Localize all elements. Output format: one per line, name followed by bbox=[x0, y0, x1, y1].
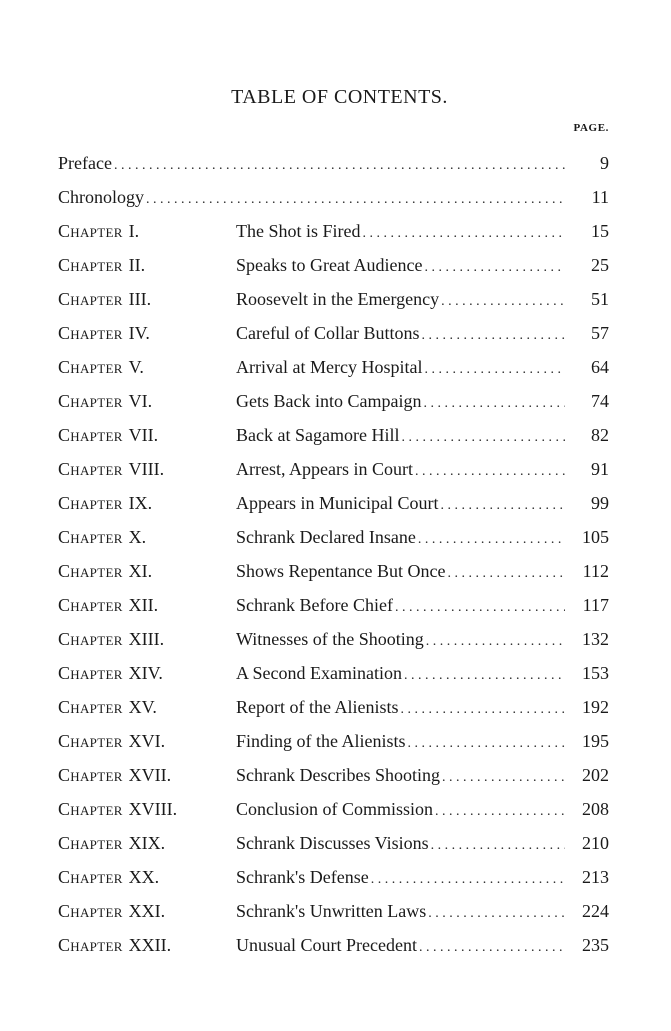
dot-leader bbox=[426, 897, 565, 931]
chapter-label bbox=[58, 418, 236, 452]
chapter-word: Chapter bbox=[58, 799, 123, 819]
chapter-label bbox=[58, 792, 236, 826]
chapter-title: Arrest, Appears in Court bbox=[236, 459, 413, 479]
chapter-page-number: 224 bbox=[582, 901, 609, 921]
chapter-list bbox=[58, 214, 609, 962]
chapter-label bbox=[58, 452, 236, 486]
dot-leader bbox=[406, 727, 565, 761]
chapter-number: IV. bbox=[128, 323, 150, 343]
chapter-word: Chapter bbox=[58, 323, 123, 343]
chapter-entry bbox=[58, 248, 609, 282]
chapter-title-group bbox=[236, 452, 565, 489]
chapter-entry bbox=[58, 282, 609, 316]
chapter-label bbox=[58, 486, 236, 520]
chapter-page-number: 112 bbox=[582, 561, 609, 581]
chapter-entry bbox=[58, 554, 609, 588]
chapter-number: XV. bbox=[128, 697, 157, 717]
chapter-entry bbox=[58, 418, 609, 452]
dot-leader bbox=[417, 931, 565, 965]
dot-leader bbox=[393, 591, 565, 625]
chapter-number: XVIII. bbox=[128, 799, 178, 819]
chapter-entry bbox=[58, 214, 609, 248]
chapter-word: Chapter bbox=[58, 765, 123, 785]
chapter-label bbox=[58, 384, 236, 418]
chapter-title: Schrank Before Chief bbox=[236, 595, 393, 615]
chapter-entry bbox=[58, 656, 609, 690]
page-title: TABLE OF CONTENTS. bbox=[231, 86, 448, 108]
chapter-title-group bbox=[236, 656, 565, 693]
chapter-word: Chapter bbox=[58, 255, 123, 275]
chapter-page-number: 213 bbox=[582, 867, 609, 887]
chapter-title: Speaks to Great Audience bbox=[236, 255, 423, 275]
chapter-title: Unusual Court Precedent bbox=[236, 935, 417, 955]
chapter-title: Conclusion of Commission bbox=[236, 799, 434, 819]
chapter-page-number: 51 bbox=[591, 289, 609, 309]
chapter-entry bbox=[58, 826, 609, 860]
chapter-entry bbox=[58, 350, 609, 384]
dot-leader bbox=[419, 319, 565, 353]
chapter-number: II. bbox=[128, 255, 146, 275]
chapter-title-group bbox=[236, 248, 565, 285]
chapter-title-group bbox=[236, 860, 565, 897]
chapter-page-number: 105 bbox=[582, 527, 609, 547]
chapter-entry bbox=[58, 860, 609, 894]
chapter-number: XX. bbox=[128, 867, 160, 887]
chapter-title-group bbox=[236, 520, 565, 557]
chapter-word: Chapter bbox=[58, 663, 123, 683]
dot-leader bbox=[361, 217, 566, 251]
chapter-title-group bbox=[236, 384, 565, 421]
chapter-number: XXII. bbox=[128, 935, 172, 955]
chapter-label bbox=[58, 656, 236, 690]
chapter-number: VI. bbox=[128, 391, 153, 411]
chapter-word: Chapter bbox=[58, 867, 123, 887]
chapter-label bbox=[58, 758, 236, 792]
chapter-page-number: 82 bbox=[591, 425, 609, 445]
chapter-number: XXI. bbox=[128, 901, 166, 921]
chapter-word: Chapter bbox=[58, 357, 123, 377]
chapter-word: Chapter bbox=[58, 935, 123, 955]
chapter-number: XVI. bbox=[128, 731, 166, 751]
chapter-entry bbox=[58, 724, 609, 758]
chapter-word: Chapter bbox=[58, 561, 123, 581]
chapter-title: Schrank Declared Insane bbox=[236, 527, 416, 547]
chapter-title: The Shot is Fired bbox=[236, 221, 361, 241]
chapter-page-number: 195 bbox=[582, 731, 609, 751]
chapter-label bbox=[58, 588, 236, 622]
dot-leader bbox=[439, 285, 565, 319]
chapter-number: VIII. bbox=[128, 459, 165, 479]
dot-leader bbox=[438, 489, 565, 523]
dot-leader bbox=[416, 523, 565, 557]
chapter-number: III. bbox=[128, 289, 152, 309]
chapter-title-group bbox=[236, 486, 565, 523]
chapter-word: Chapter bbox=[58, 629, 123, 649]
dot-leader bbox=[440, 761, 565, 795]
dot-leader bbox=[421, 387, 565, 421]
chapter-entry bbox=[58, 486, 609, 520]
chapter-title-group bbox=[236, 418, 565, 455]
chapter-entry bbox=[58, 622, 609, 656]
chapter-title: Witnesses of the Shooting bbox=[236, 629, 424, 649]
chapter-number: VII. bbox=[128, 425, 159, 445]
chapter-title-group bbox=[236, 622, 565, 659]
toc-entry-title: Preface bbox=[58, 153, 112, 173]
table-of-contents bbox=[58, 146, 609, 962]
chapter-page-number: 15 bbox=[591, 221, 609, 241]
chapter-word: Chapter bbox=[58, 493, 123, 513]
chapter-label bbox=[58, 214, 236, 248]
dot-leader bbox=[399, 421, 565, 455]
front-matter-list bbox=[58, 146, 609, 214]
chapter-label bbox=[58, 690, 236, 724]
chapter-entry bbox=[58, 928, 609, 962]
chapter-word: Chapter bbox=[58, 527, 123, 547]
chapter-title-group bbox=[236, 350, 565, 387]
dot-leader bbox=[429, 829, 565, 863]
chapter-page-number: 210 bbox=[582, 833, 609, 853]
chapter-label bbox=[58, 554, 236, 588]
chapter-word: Chapter bbox=[58, 901, 123, 921]
dot-leader bbox=[445, 557, 565, 591]
chapter-entry bbox=[58, 792, 609, 826]
toc-page-number: 9 bbox=[600, 153, 609, 173]
dot-leader bbox=[433, 795, 565, 829]
chapter-page-number: 132 bbox=[582, 629, 609, 649]
chapter-page-number: 91 bbox=[591, 459, 609, 479]
chapter-title-group bbox=[236, 690, 565, 727]
toc-entry bbox=[58, 146, 609, 180]
chapter-title-group bbox=[236, 894, 565, 931]
chapter-word: Chapter bbox=[58, 459, 123, 479]
chapter-title: Shows Repentance But Once bbox=[236, 561, 446, 581]
dot-leader bbox=[424, 625, 565, 659]
chapter-number: V. bbox=[128, 357, 144, 377]
chapter-word: Chapter bbox=[58, 833, 123, 853]
chapter-page-number: 208 bbox=[582, 799, 609, 819]
chapter-title-group bbox=[236, 316, 565, 353]
toc-entry bbox=[58, 180, 609, 214]
chapter-title-group bbox=[236, 282, 565, 319]
chapter-title: Appears in Municipal Court bbox=[236, 493, 439, 513]
chapter-label bbox=[58, 282, 236, 316]
chapter-word: Chapter bbox=[58, 289, 123, 309]
chapter-label bbox=[58, 860, 236, 894]
chapter-page-number: 74 bbox=[591, 391, 609, 411]
chapter-page-number: 64 bbox=[591, 357, 609, 377]
chapter-title-group bbox=[236, 554, 565, 591]
dot-leader bbox=[398, 693, 565, 727]
chapter-title: Schrank's Defense bbox=[236, 867, 369, 887]
toc-entry-title-group bbox=[58, 146, 565, 183]
chapter-title-group bbox=[236, 758, 565, 795]
chapter-label bbox=[58, 724, 236, 758]
chapter-number: IX. bbox=[128, 493, 153, 513]
dot-leader bbox=[422, 353, 565, 387]
chapter-number: I. bbox=[128, 221, 140, 241]
chapter-title: A Second Examination bbox=[236, 663, 402, 683]
chapter-page-number: 25 bbox=[591, 255, 609, 275]
chapter-number: XI. bbox=[128, 561, 153, 581]
chapter-word: Chapter bbox=[58, 425, 123, 445]
dot-leader bbox=[413, 455, 565, 489]
chapter-entry bbox=[58, 588, 609, 622]
chapter-number: XIII. bbox=[128, 629, 165, 649]
chapter-page-number: 202 bbox=[582, 765, 609, 785]
chapter-word: Chapter bbox=[58, 391, 123, 411]
chapter-title: Schrank Describes Shooting bbox=[236, 765, 440, 785]
chapter-page-number: 57 bbox=[591, 323, 609, 343]
chapter-label bbox=[58, 622, 236, 656]
toc-page-number: 11 bbox=[591, 187, 609, 207]
chapter-title: Roosevelt in the Emergency bbox=[236, 289, 440, 309]
chapter-title: Careful of Collar Buttons bbox=[236, 323, 420, 343]
chapter-title-group bbox=[236, 928, 565, 965]
chapter-label bbox=[58, 826, 236, 860]
toc-entry-title-group bbox=[58, 180, 565, 217]
chapter-word: Chapter bbox=[58, 221, 123, 241]
chapter-entry bbox=[58, 758, 609, 792]
chapter-title-group bbox=[236, 792, 565, 829]
dot-leader bbox=[422, 251, 565, 285]
dot-leader bbox=[144, 183, 565, 217]
chapter-number: XII. bbox=[128, 595, 159, 615]
chapter-title-group bbox=[236, 588, 565, 625]
chapter-title: Gets Back into Campaign bbox=[236, 391, 422, 411]
chapter-label bbox=[58, 316, 236, 350]
chapter-label bbox=[58, 894, 236, 928]
dot-leader bbox=[369, 863, 565, 897]
chapter-title: Schrank's Unwritten Laws bbox=[236, 901, 427, 921]
chapter-label bbox=[58, 248, 236, 282]
chapter-title: Finding of the Alienists bbox=[236, 731, 406, 751]
chapter-title-group bbox=[236, 724, 565, 761]
chapter-title: Back at Sagamore Hill bbox=[236, 425, 400, 445]
chapter-page-number: 117 bbox=[582, 595, 609, 615]
chapter-title-group bbox=[236, 214, 565, 251]
dot-leader bbox=[112, 149, 565, 183]
chapter-title: Schrank Discusses Visions bbox=[236, 833, 429, 853]
chapter-entry bbox=[58, 690, 609, 724]
dot-leader bbox=[402, 659, 565, 693]
chapter-number: X. bbox=[128, 527, 147, 547]
chapter-page-number: 235 bbox=[582, 935, 609, 955]
chapter-number: XIV. bbox=[128, 663, 163, 683]
chapter-word: Chapter bbox=[58, 595, 123, 615]
chapter-page-number: 192 bbox=[582, 697, 609, 717]
chapter-label bbox=[58, 350, 236, 384]
chapter-entry bbox=[58, 520, 609, 554]
chapter-word: Chapter bbox=[58, 731, 123, 751]
chapter-entry bbox=[58, 452, 609, 486]
chapter-entry bbox=[58, 384, 609, 418]
page-column-heading: PAGE. bbox=[573, 122, 609, 134]
chapter-number: XIX. bbox=[128, 833, 166, 853]
chapter-page-number: 153 bbox=[582, 663, 609, 683]
chapter-entry bbox=[58, 894, 609, 928]
chapter-number: XVII. bbox=[128, 765, 172, 785]
chapter-word: Chapter bbox=[58, 697, 123, 717]
chapter-title: Report of the Alienists bbox=[236, 697, 399, 717]
chapter-title-group bbox=[236, 826, 565, 863]
chapter-page-number: 99 bbox=[591, 493, 609, 513]
chapter-entry bbox=[58, 316, 609, 350]
chapter-label bbox=[58, 928, 236, 962]
toc-entry-title: Chronology bbox=[58, 187, 145, 207]
chapter-label bbox=[58, 520, 236, 554]
chapter-title: Arrival at Mercy Hospital bbox=[236, 357, 423, 377]
